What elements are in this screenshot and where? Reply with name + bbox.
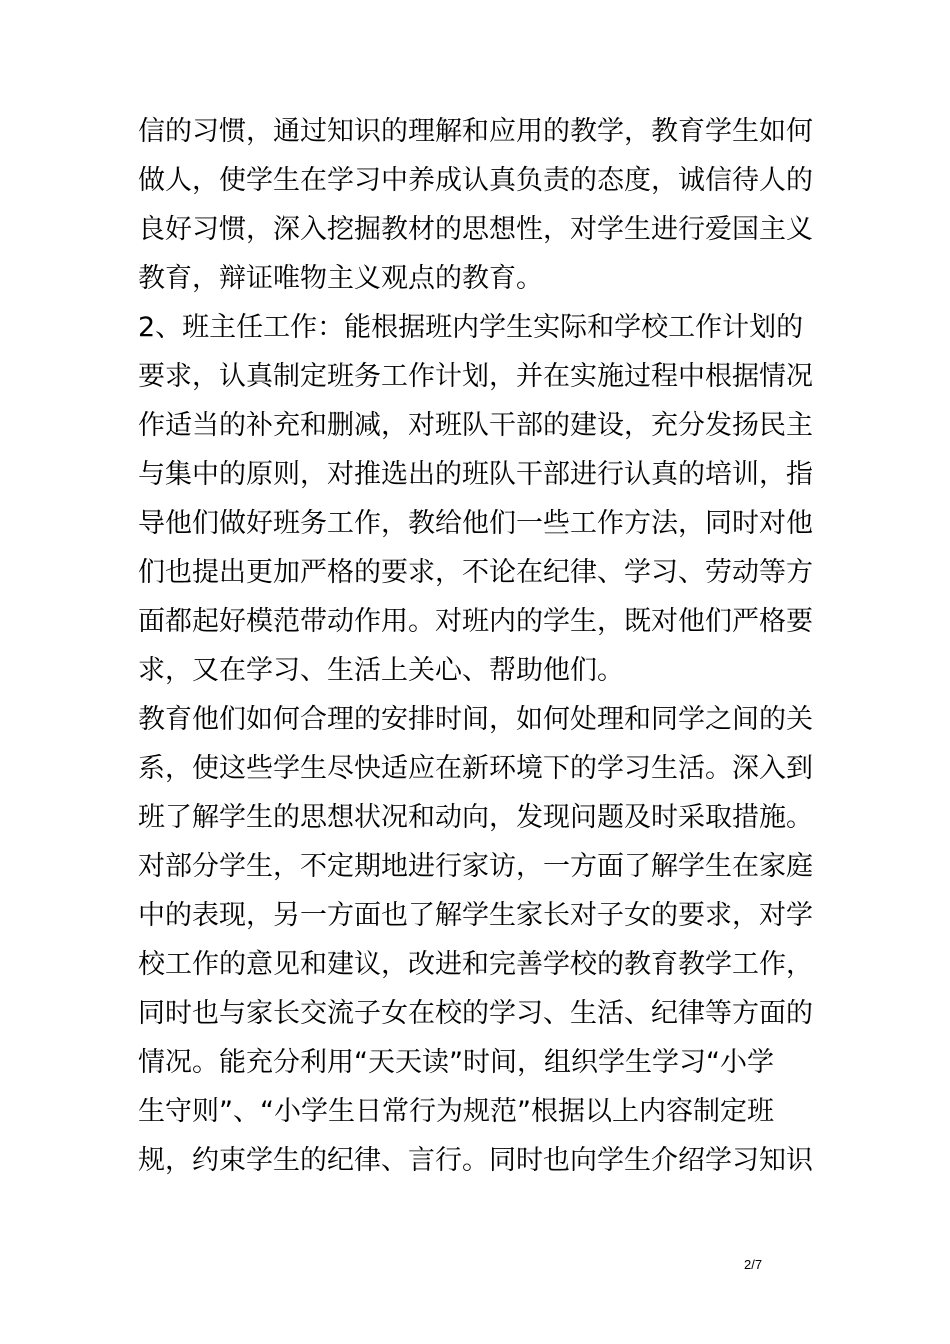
text-line: 要求，认真制定班务工作计划，并在实施过程中根据情况 <box>138 361 813 392</box>
text-line: 教育他们如何合理的安排时间，如何处理和同学之间的关 <box>138 704 813 735</box>
text-line: 作适当的补充和删减，对班队干部的建设，充分发扬民主 <box>138 410 813 441</box>
text-line: 导他们做好班务工作，教给他们一些工作方法，同时对他 <box>138 508 813 539</box>
text-line: 做人，使学生在学习中养成认真负责的态度，诚信待人的 <box>138 165 813 196</box>
page-number: 2/7 <box>744 1257 763 1272</box>
text-line: 情况。能充分利用“天天读”时间，组织学生学习“小学 <box>138 1047 774 1078</box>
text-line: 班了解学生的思想状况和动向，发现问题及时采取措施。 <box>138 802 813 833</box>
text-line: 系，使这些学生尽快适应在新环境下的学习生活。深入到 <box>138 753 813 784</box>
text-line: 信的习惯，通过知识的理解和应用的教学，教育学生如何 <box>138 116 813 147</box>
text-line: 生守则”、“小学生日常行为规范”根据以上内容制定班 <box>138 1096 774 1127</box>
text-line: 中的表现，另一方面也了解学生家长对子女的要求，对学 <box>138 900 813 931</box>
body-text <box>138 107 838 1185</box>
text-line: 教育，辩证唯物主义观点的教育。 <box>138 263 543 294</box>
text-line: 同时也与家长交流子女在校的学习、生活、纪律等方面的 <box>138 998 813 1029</box>
text-line: 求，又在学习、生活上关心、帮助他们。 <box>138 655 624 686</box>
text-line: 与集中的原则，对推选出的班队干部进行认真的培训，指 <box>138 459 813 490</box>
text-line: 良好习惯，深入挖掘教材的思想性，对学生进行爱国主义 <box>138 214 813 245</box>
text-line: 对部分学生，不定期地进行家访，一方面了解学生在家庭 <box>138 851 813 882</box>
text-line: 面都起好模范带动作用。对班内的学生，既对他们严格要 <box>138 606 813 637</box>
text-line: 们也提出更加严格的要求，不论在纪律、学习、劳动等方 <box>138 557 813 588</box>
text-line: 2、班主任工作：能根据班内学生实际和学校工作计划的 <box>138 312 804 343</box>
text-line: 规，约束学生的纪律、言行。同时也向学生介绍学习知识 <box>138 1145 813 1176</box>
text-line: 校工作的意见和建议，改进和完善学校的教育教学工作， <box>138 949 813 980</box>
